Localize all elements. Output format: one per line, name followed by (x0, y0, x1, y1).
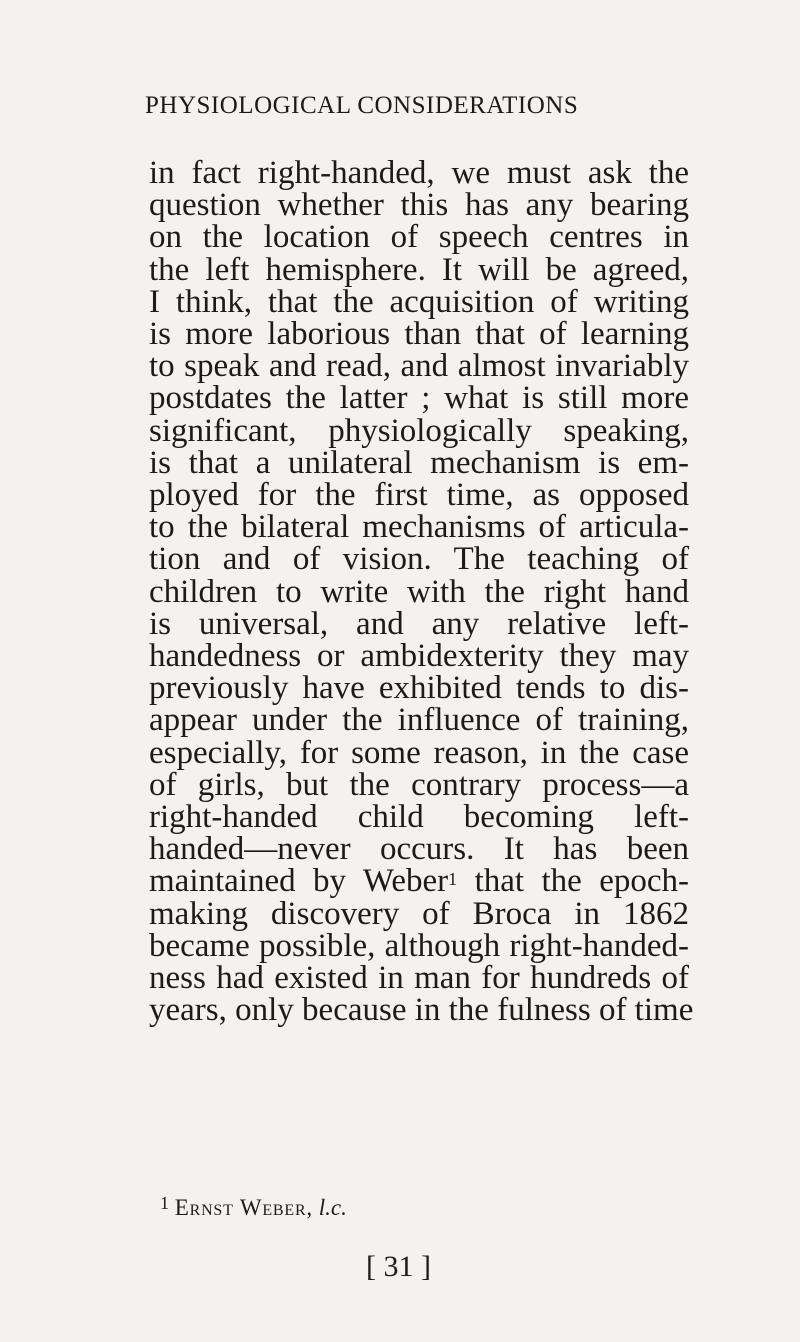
text-line: in fact right-handed, we must ask the (149, 155, 689, 191)
footnote-author: Ernst Weber, (174, 1195, 313, 1220)
text-line: question whether this has any bearing (149, 187, 689, 224)
text-fragment: maintained by Weber (149, 863, 449, 900)
text-line: handed—never occurs. It has been (149, 831, 689, 868)
text-line: ness had existed in man for hundreds of (149, 960, 689, 997)
text-line: handedness or ambidexterity they may (149, 638, 689, 675)
running-head: PHYSIOLOGICAL CONSIDERATIONS (145, 92, 579, 119)
text-line: postdates the latter ; what is still more (149, 380, 689, 417)
text-line: to speak and read, and almost invariably (149, 348, 689, 385)
footnote (160, 1195, 347, 1221)
footnote-ref[interactable]: 1 (448, 869, 458, 890)
text-line: ployed for the first time, as opposed (149, 477, 689, 514)
text-line: became possible, although right-handed- (149, 927, 689, 964)
text-line: is universal, and any relative left- (149, 605, 689, 642)
body-text (149, 155, 694, 1029)
text-line: especially, for some reason, in the case (149, 734, 689, 771)
text-line: on the location of speech centres in (149, 219, 689, 256)
text-line: appear under the influence of training, (149, 702, 689, 739)
text-line: is that a unilateral mechanism is em- (149, 444, 689, 481)
text-line: significant, physiologically speaking, (149, 412, 689, 449)
text-line: is more laborious than that of learning (149, 316, 689, 353)
text-line: years, only because in the fulness of time (149, 992, 694, 1029)
text-line: of girls, but the contrary process—a (149, 766, 689, 803)
footnote-marker: 1 (160, 1193, 169, 1213)
page-number: [ 31 ] (366, 1250, 431, 1283)
text-fragment: that the epoch- (474, 863, 689, 900)
text-line: tion and of vision. The teaching of (149, 541, 689, 578)
text-line: the left hemisphere. It will be agreed, (149, 251, 689, 288)
text-line: making discovery of Broca in 1862 (149, 895, 689, 932)
text-line: right-handed child becoming left- (149, 799, 689, 836)
text-line: I think, that the acquisition of writing (149, 283, 689, 320)
text-line: previously have exhibited tends to dis- (149, 670, 689, 707)
text-line: children to write with the right hand (149, 573, 689, 610)
footnote-citation: l.c. (318, 1195, 347, 1220)
text-line-with-footnote-ref (149, 863, 689, 900)
text-line: to the bilateral mechanisms of articula- (149, 509, 689, 546)
